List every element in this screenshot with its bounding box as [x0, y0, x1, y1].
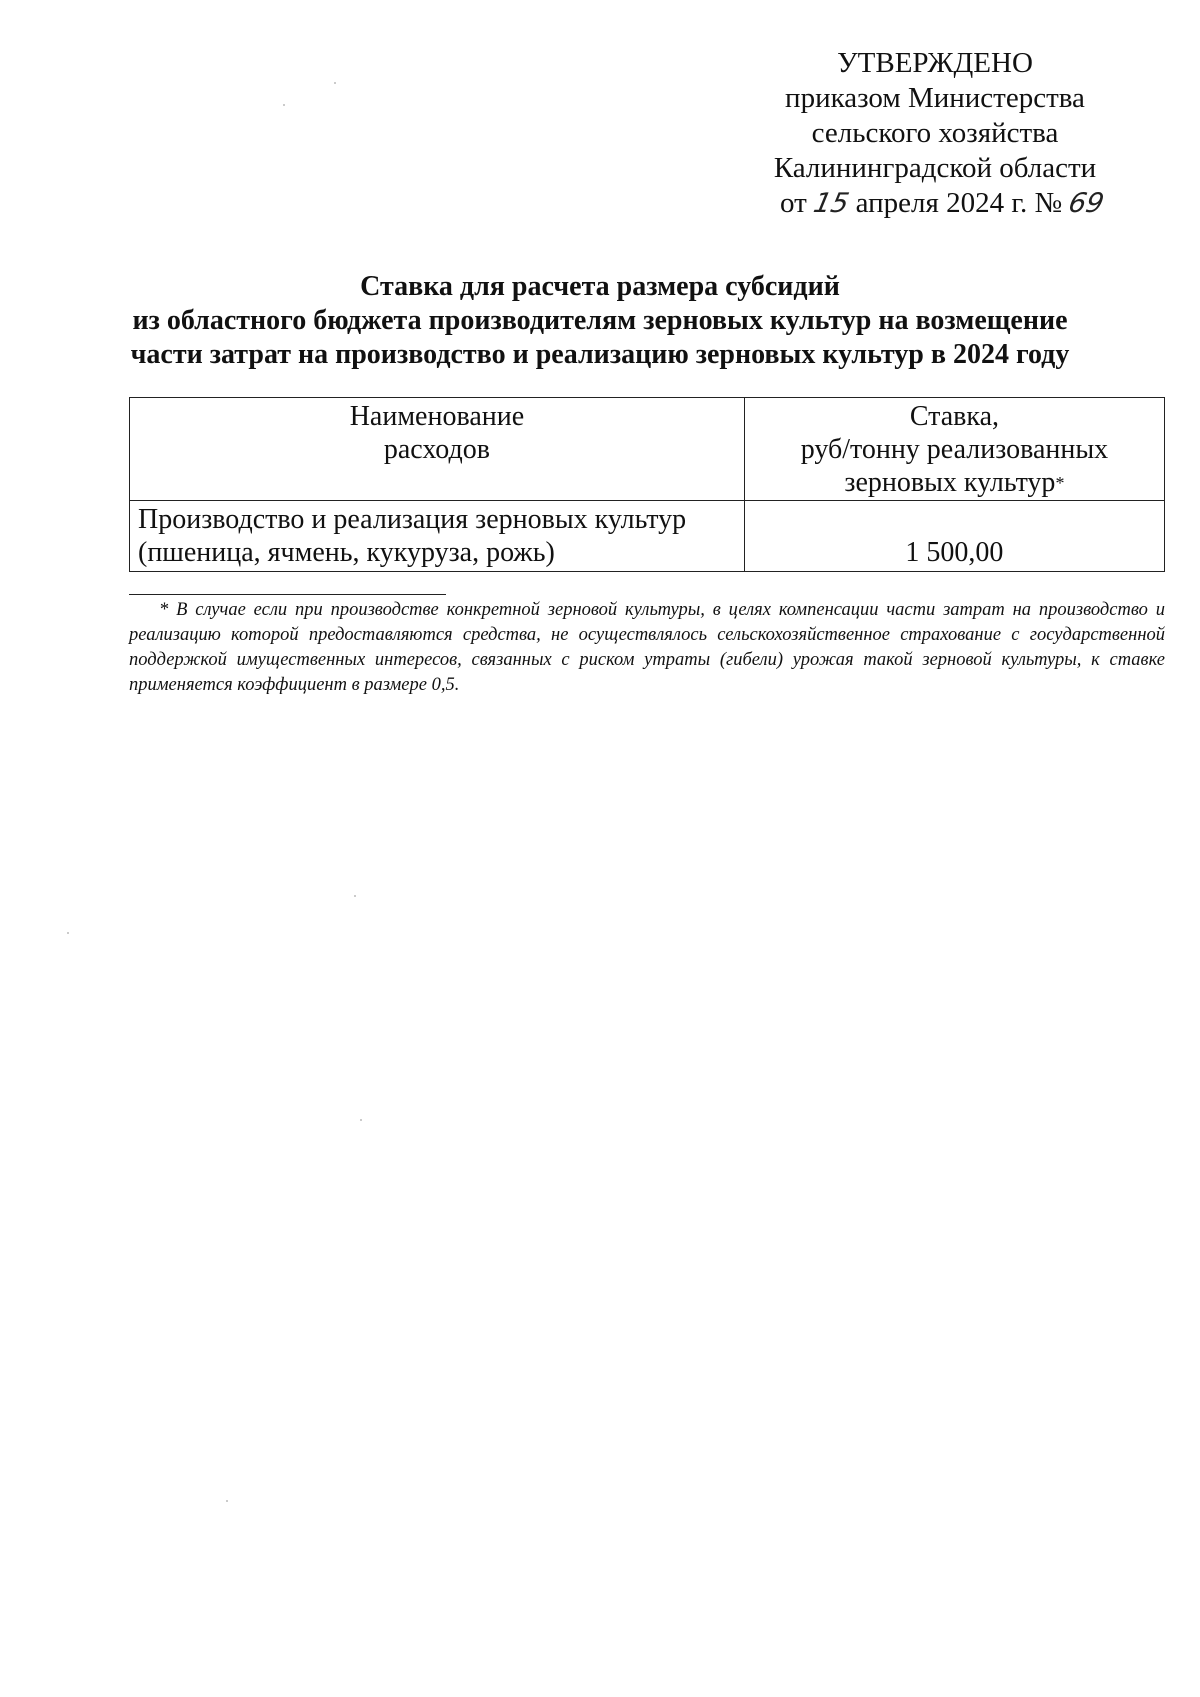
row-rate-value: 1 500,00 [744, 501, 1164, 572]
header-col2-line3 [753, 466, 1156, 500]
handwritten-day: 15 [810, 188, 852, 219]
title-line-3: части затрат на производство и реализацию зерновых культур в 2024 году [130, 339, 1070, 370]
header-col2-line1: Ставка, [909, 401, 999, 432]
footnote-text: * В случае если при производстве конкретной зерновой культуры, в целях компенсации части затрат на производство и реализацию которой предоставляются средства, не осуществлялось сельскохозяйственное страхование с государственной поддержкой имущественных интересов, связанных с риском утраты (гибели) урожая такой зерновой культуры, к ставке применяется коэффициент в размере 0,5. [129, 600, 1165, 695]
handwritten-order-number: 69 [1066, 188, 1108, 219]
footnote-mark: * [1055, 473, 1065, 493]
scan-speck [283, 104, 285, 106]
header-rate [744, 398, 1164, 501]
date-rest: апреля 2024 г. № [855, 187, 1063, 219]
title-line-1: Ставка для расчета размера субсидий [360, 271, 840, 302]
approval-ministry-line: сельского хозяйства [811, 117, 1059, 149]
header-col2-line2: руб/тонну реализованных [800, 434, 1109, 465]
header-col1-line1: Наименование [349, 401, 525, 432]
approval-date-line [770, 186, 1108, 221]
scan-speck [334, 82, 336, 84]
table-header-row [130, 398, 1165, 501]
scan-speck [354, 895, 356, 897]
approval-region-line: Калининградской области [773, 152, 1097, 184]
row-name-line2: (пшеница, ячмень, кукуруза, рожь) [138, 537, 555, 568]
row-name-line1: Производство и реализация зерновых культур [138, 504, 687, 535]
header-col2-text: зерновых культур [844, 467, 1056, 498]
approval-heading: УТВЕРЖДЕНО [837, 47, 1033, 79]
header-expense-name [130, 398, 745, 501]
row-expense-name [130, 501, 745, 572]
scan-speck [360, 1119, 362, 1121]
scan-speck [226, 1500, 228, 1502]
footnote-divider [129, 594, 446, 595]
date-prefix: от [780, 187, 807, 219]
approval-stamp-block [770, 46, 1108, 221]
table-row [130, 501, 1165, 572]
approval-order-line: приказом Министерства [785, 82, 1085, 114]
title-line-2: из областного бюджета производителям зерновых культур на возмещение [132, 305, 1068, 336]
scan-speck [67, 932, 69, 934]
document-title [110, 270, 1090, 372]
rate-table [129, 397, 1165, 572]
header-col1-line2: расходов [383, 434, 490, 465]
